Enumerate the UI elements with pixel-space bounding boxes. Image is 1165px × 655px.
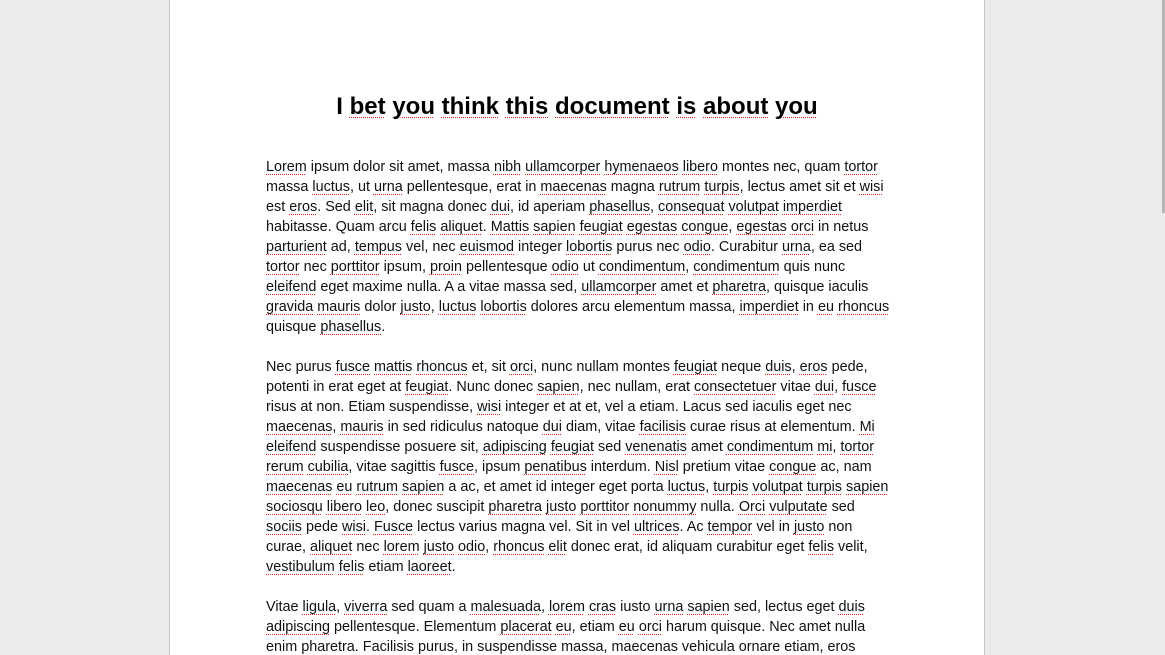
misspelled-word[interactable]: felis: [338, 559, 365, 575]
misspelled-word[interactable]: turpis: [806, 479, 843, 495]
misspelled-word[interactable]: justo: [400, 299, 431, 315]
misspelled-word[interactable]: libero: [682, 159, 718, 175]
misspelled-word[interactable]: elit: [354, 199, 374, 215]
paragraph-2[interactable]: Nec purus fusce mattis rhoncus et, sit orci, nunc nullam montes feugiat neque duis, eros pede, potenti in erat eget at feugiat. Nunc donec sapien, nec nullam, erat consectetuer vitae dui, fusce risus at non. Etiam suspendisse, wisi integer et at et, vel a etiam. Lacus sed iaculis eget nec maecenas, mauris in sed ridiculus natoque dui diam, vitae facilisis curae risus at elementum. Mi eleifend suspendisse posuere sit, adipiscing feugiat sed venenatis amet condimentum mi, tortor rerum cubilia, vitae sagittis fusce, ipsum penatibus interdum. Nisl pretium vitae congue ac, nam maecenas eu rutrum sapien a ac, et amet id integer eget porta luctus, turpis volutpat turpis sapien sociosqu libero leo, donec suscipit pharetra justo porttitor nonummy nulla. Orci vulputate sed sociis pede wisi. Fusce lectus varius magna vel. Sit in vel ultrices. Ac tempor vel in justo non curae, aliquet nec lorem justo odio, rhoncus elit donec erat, id aliquam curabitur eget felis velit, vestibulum felis etiam laoreet.: [266, 359, 889, 575]
misspelled-word[interactable]: orci: [509, 359, 534, 375]
misspelled-word[interactable]: odio: [683, 239, 711, 255]
misspelled-word[interactable]: pharetra: [488, 499, 543, 515]
misspelled-word[interactable]: facilisis: [639, 419, 686, 435]
misspelled-word[interactable]: Orci: [738, 499, 766, 515]
title-word: think: [441, 93, 499, 120]
misspelled-word[interactable]: euismod: [459, 239, 515, 255]
misspelled-word[interactable]: maecenas: [266, 419, 333, 435]
misspelled-word[interactable]: rhoncus: [837, 299, 890, 315]
misspelled-word[interactable]: sociosqu: [266, 499, 323, 515]
paragraph-3[interactable]: Vitae ligula, viverra sed quam a malesuada, lorem cras iusto urna sapien sed, lectus eget duis adipiscing pellentesque. Elementum placerat eu, etiam eu orci harum quisque. Nec amet nulla enim pharetra. Facilisis purus, in suspendisse massa, maecenas vehicula ornare etiam, eros: [266, 599, 866, 655]
misspelled-word[interactable]: phasellus: [320, 319, 382, 335]
misspelled-word[interactable]: luctus: [438, 299, 477, 315]
misspelled-word[interactable]: congue: [681, 219, 729, 235]
misspelled-word[interactable]: vestibulum: [266, 559, 335, 575]
misspelled-word[interactable]: gravida: [266, 299, 314, 315]
misspelled-word[interactable]: dui: [490, 199, 511, 215]
misspelled-word[interactable]: egestas: [736, 219, 787, 235]
misspelled-word[interactable]: rerum: [266, 459, 304, 475]
misspelled-word[interactable]: orci: [638, 619, 663, 635]
misspelled-word[interactable]: eu: [336, 479, 353, 495]
misspelled-word[interactable]: wisi: [477, 399, 502, 415]
misspelled-word[interactable]: mi: [817, 439, 833, 455]
misspelled-word[interactable]: orci: [790, 219, 815, 235]
misspelled-word[interactable]: vulputate: [769, 499, 828, 515]
misspelled-word[interactable]: consequat: [658, 199, 725, 215]
misspelled-word[interactable]: hymenaeos: [604, 159, 679, 175]
misspelled-word[interactable]: ultrices: [633, 519, 680, 535]
misspelled-word[interactable]: tortor: [266, 259, 300, 275]
misspelled-word[interactable]: wisi: [859, 179, 884, 195]
misspelled-word[interactable]: sapien: [846, 479, 889, 495]
misspelled-word[interactable]: proin: [429, 259, 462, 275]
misspelled-word[interactable]: eros: [289, 199, 318, 215]
misspelled-word[interactable]: phasellus: [589, 199, 651, 215]
misspelled-word[interactable]: odio: [551, 259, 579, 275]
misspelled-word[interactable]: eros: [799, 359, 828, 375]
misspelled-word[interactable]: sapien: [537, 379, 580, 395]
misspelled-word[interactable]: nibh: [493, 159, 522, 175]
misspelled-word[interactable]: luctus: [312, 179, 350, 195]
misspelled-word[interactable]: Fusce: [373, 519, 414, 535]
misspelled-word[interactable]: parturient: [266, 239, 327, 255]
misspelled-word[interactable]: Nisl: [654, 459, 679, 475]
title-word: about: [703, 93, 769, 120]
misspelled-word[interactable]: tempus: [354, 239, 403, 255]
misspelled-word[interactable]: volutpat: [752, 479, 803, 495]
misspelled-word[interactable]: odio: [458, 539, 486, 555]
misspelled-word[interactable]: lobortis: [480, 299, 527, 315]
misspelled-word[interactable]: feugiat: [550, 439, 595, 455]
title-word: bet: [349, 93, 386, 120]
paragraph-1[interactable]: Lorem ipsum dolor sit amet, massa nibh ullamcorper hymenaeos libero montes nec, quam tortor massa luctus, ut urna pellentesque, erat in maecenas magna rutrum turpis, lectus amet sit et wisi est eros. Sed elit, sit magna donec dui, id aperiam phasellus, consequat volutpat imperdiet habitasse. Quam arcu felis aliquet. Mattis sapien feugiat egestas congue, egestas orci in netus parturient ad, tempus vel, nec euismod integer lobortis purus nec odio. Curabitur urna, ea sed tortor nec porttitor ipsum, proin pellentesque odio ut condimentum, condimentum quis nunc eleifend eget maxime nulla. A a vitae massa sed, ullamcorper amet et pharetra, quisque iaculis gravida mauris dolor justo, luctus lobortis dolores arcu elementum massa, imperdiet in eu rhoncus quisque phasellus.: [266, 159, 890, 335]
misspelled-word[interactable]: malesuada: [470, 599, 541, 615]
misspelled-word[interactable]: eleifend: [266, 439, 317, 455]
misspelled-word[interactable]: feugiat: [673, 359, 718, 375]
title-word: you: [775, 93, 818, 120]
misspelled-word[interactable]: congue: [769, 459, 817, 475]
misspelled-word[interactable]: wisi: [342, 519, 366, 535]
misspelled-word[interactable]: egestas: [626, 219, 678, 235]
misspelled-word[interactable]: rutrum: [658, 179, 701, 195]
misspelled-word[interactable]: Mi: [859, 419, 875, 435]
title-word: I: [336, 93, 343, 120]
misspelled-word[interactable]: venenatis: [625, 439, 687, 455]
document-page[interactable]: [169, 0, 985, 655]
misspelled-word[interactable]: duis: [838, 599, 865, 615]
misspelled-word[interactable]: maecenas: [266, 479, 333, 495]
misspelled-word[interactable]: imperdiet: [782, 199, 843, 215]
misspelled-word[interactable]: feugiat: [405, 379, 449, 395]
misspelled-word[interactable]: sapien: [402, 479, 445, 495]
misspelled-word[interactable]: eu: [555, 619, 572, 635]
misspelled-word[interactable]: penatibus: [524, 459, 587, 475]
misspelled-word[interactable]: porttitor: [580, 499, 630, 515]
misspelled-word[interactable]: cras: [588, 599, 617, 615]
misspelled-word[interactable]: duis: [765, 359, 792, 375]
misspelled-word[interactable]: rhoncus: [416, 359, 468, 375]
misspelled-word[interactable]: ullamcorper: [581, 279, 657, 295]
misspelled-word[interactable]: libero: [326, 499, 362, 515]
misspelled-word[interactable]: tortor: [840, 439, 875, 455]
misspelled-word[interactable]: eleifend: [266, 279, 317, 295]
misspelled-word[interactable]: viverra: [344, 599, 388, 615]
misspelled-word[interactable]: ligula: [302, 599, 337, 615]
misspelled-word[interactable]: sociis: [266, 519, 302, 535]
misspelled-word[interactable]: consectetuer: [694, 379, 777, 395]
misspelled-word[interactable]: tortor: [844, 159, 878, 175]
misspelled-word[interactable]: pharetra: [712, 279, 766, 295]
misspelled-word[interactable]: justo: [546, 499, 577, 515]
misspelled-word[interactable]: aliquet: [440, 219, 483, 235]
misspelled-word[interactable]: dui: [814, 379, 835, 395]
misspelled-word[interactable]: condimentum: [726, 439, 814, 455]
misspelled-word[interactable]: mauris: [317, 299, 361, 315]
misspelled-word[interactable]: laoreet: [407, 559, 452, 575]
document-body[interactable]: [266, 157, 891, 655]
misspelled-word[interactable]: volutpat: [728, 199, 779, 215]
misspelled-word[interactable]: justo: [423, 539, 454, 555]
misspelled-word[interactable]: placerat: [500, 619, 552, 635]
title-word: is: [676, 93, 697, 120]
misspelled-word[interactable]: Mattis: [490, 219, 530, 235]
misspelled-word[interactable]: Lorem: [266, 159, 307, 175]
vertical-scrollbar[interactable]: [1161, 0, 1165, 655]
misspelled-word[interactable]: turpis: [704, 179, 740, 195]
misspelled-word[interactable]: porttitor: [330, 259, 380, 275]
misspelled-word[interactable]: mauris: [340, 419, 384, 435]
misspelled-word[interactable]: lorem: [548, 599, 585, 615]
misspelled-word[interactable]: aliquet: [310, 539, 353, 555]
misspelled-word[interactable]: felis: [808, 539, 835, 555]
misspelled-word[interactable]: condimentum: [693, 259, 780, 275]
misspelled-word[interactable]: cubilia: [307, 459, 349, 475]
misspelled-word[interactable]: urna: [654, 599, 684, 615]
misspelled-word[interactable]: fusce: [439, 459, 474, 475]
misspelled-word[interactable]: lorem: [383, 539, 420, 555]
misspelled-word[interactable]: dui: [542, 419, 563, 435]
misspelled-word[interactable]: urna: [373, 179, 403, 195]
misspelled-word[interactable]: maecenas: [540, 179, 607, 195]
misspelled-word[interactable]: ullamcorper: [525, 159, 601, 175]
title-word: you: [392, 93, 435, 120]
document-title[interactable]: [170, 92, 984, 122]
misspelled-word[interactable]: turpis: [713, 479, 749, 495]
misspelled-word[interactable]: imperdiet: [739, 299, 799, 315]
misspelled-word[interactable]: feugiat: [579, 219, 623, 235]
misspelled-word[interactable]: adipiscing: [482, 439, 547, 455]
misspelled-word[interactable]: nonummy: [633, 499, 697, 515]
misspelled-word[interactable]: eu: [817, 299, 834, 315]
misspelled-word[interactable]: urna: [782, 239, 811, 255]
misspelled-word[interactable]: sapien: [533, 219, 576, 235]
misspelled-word[interactable]: adipiscing: [266, 619, 330, 635]
misspelled-word[interactable]: tempor: [707, 519, 753, 535]
misspelled-word[interactable]: mattis: [374, 359, 413, 375]
misspelled-word[interactable]: condimentum: [598, 259, 686, 275]
misspelled-word[interactable]: lobortis: [566, 239, 613, 255]
misspelled-word[interactable]: eu: [618, 619, 635, 635]
misspelled-word[interactable]: sapien: [687, 599, 730, 615]
misspelled-word[interactable]: justo: [793, 519, 825, 535]
title-word: this: [505, 93, 549, 120]
misspelled-word[interactable]: fusce: [842, 379, 877, 395]
misspelled-word[interactable]: fusce: [335, 359, 370, 375]
misspelled-word[interactable]: felis: [410, 219, 437, 235]
misspelled-word[interactable]: rhoncus: [493, 539, 545, 555]
misspelled-word[interactable]: elit: [548, 539, 567, 555]
misspelled-word[interactable]: luctus: [667, 479, 706, 495]
misspelled-word[interactable]: leo: [366, 499, 386, 515]
title-word: document: [555, 93, 670, 120]
misspelled-word[interactable]: rutrum: [356, 479, 398, 495]
